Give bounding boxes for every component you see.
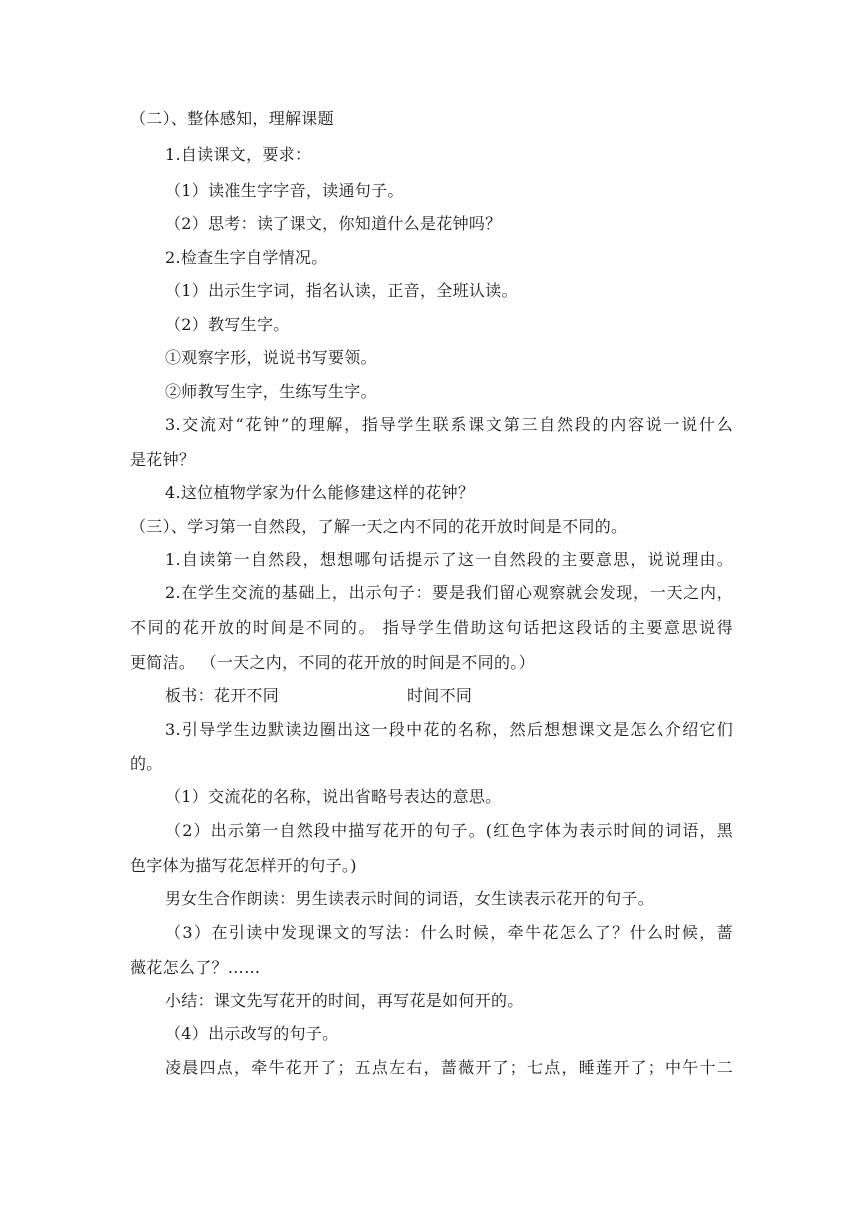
blackboard-label: 板书：花开不同	[165, 686, 280, 705]
paragraph-line: 3.交流对“花钟”的理解，指导学生联系课文第三自然段的内容说一说什么	[165, 415, 733, 434]
paragraph-line: （2）出示第一自然段中描写花开的句子。(红色字体为表示时间的词语，黑	[165, 821, 733, 840]
paragraph-line: （1）出示生字词，指名认读，正音，全班认读。	[165, 281, 518, 300]
paragraph-line: （1）交流花的名称，说出省略号表达的意思。	[165, 787, 502, 806]
paragraph-line: 薇花怎么了？……	[130, 958, 261, 977]
paragraph-line: ②师教写生字，生练写生字。	[165, 382, 377, 401]
paragraph-line: 小结：课文先写花开的时间，再写花是如何开的。	[165, 991, 524, 1010]
section-heading-3: （三）、学习第一自然段，了解一天之内不同的花开放时间是不同的。	[130, 517, 628, 536]
paragraph-line: （2）思考：读了课文，你知道什么是花钟吗？	[165, 214, 502, 233]
paragraph-line: 是花钟？	[130, 450, 196, 469]
paragraph-line: （3）在引读中发现课文的写法：什么时候，牵牛花怎么了？什么时候，蔷	[165, 923, 733, 942]
paragraph-line: 1.自读课文，要求：	[165, 145, 312, 164]
paragraph-line: （2）教写生字。	[165, 315, 290, 334]
paragraph-line: 2.检查生字自学情况。	[165, 248, 328, 267]
paragraph-line: 更简洁。 （一天之内，不同的花开放的时间是不同的。）	[130, 653, 535, 672]
paragraph-line: 男女生合作朗读：男生读表示时间的词语，女生读表示花开的句子。	[165, 889, 655, 908]
blackboard-label: 时间不同	[407, 686, 473, 705]
paragraph-line: 1.自读第一自然段，想想哪句话提示了这一自然段的主要意思，说说理由。	[165, 550, 733, 569]
paragraph-line: 4.这位植物学家为什么能修建这样的花钟？	[165, 483, 475, 502]
paragraph-line: 凌晨四点，牵牛花开了；五点左右，蔷薇开了；七点，睡莲开了；中午十二	[165, 1058, 733, 1077]
paragraph-line: ①观察字形，说说书写要领。	[165, 348, 377, 367]
paragraph-line: 色字体为描写花怎样开的句子。)	[130, 856, 357, 875]
paragraph-line: 3.引导学生边默读边圈出这一段中花的名称，然后想想课文是怎么介绍它们	[165, 720, 733, 739]
paragraph-line: 2.在学生交流的基础上，出示句子：要是我们留心观察就会发现，一天之内，	[165, 583, 733, 602]
paragraph-line: 不同的花开放的时间是不同的。 指导学生借助这句话把这段话的主要意思说得	[130, 618, 733, 637]
paragraph-line: 的。	[130, 754, 163, 773]
paragraph-line: （4）出示改写的句子。	[165, 1024, 339, 1043]
paragraph-line: （1）读准生字字音，读通句子。	[165, 181, 404, 200]
section-heading-2: （二）、整体感知，理解课题	[130, 109, 334, 128]
